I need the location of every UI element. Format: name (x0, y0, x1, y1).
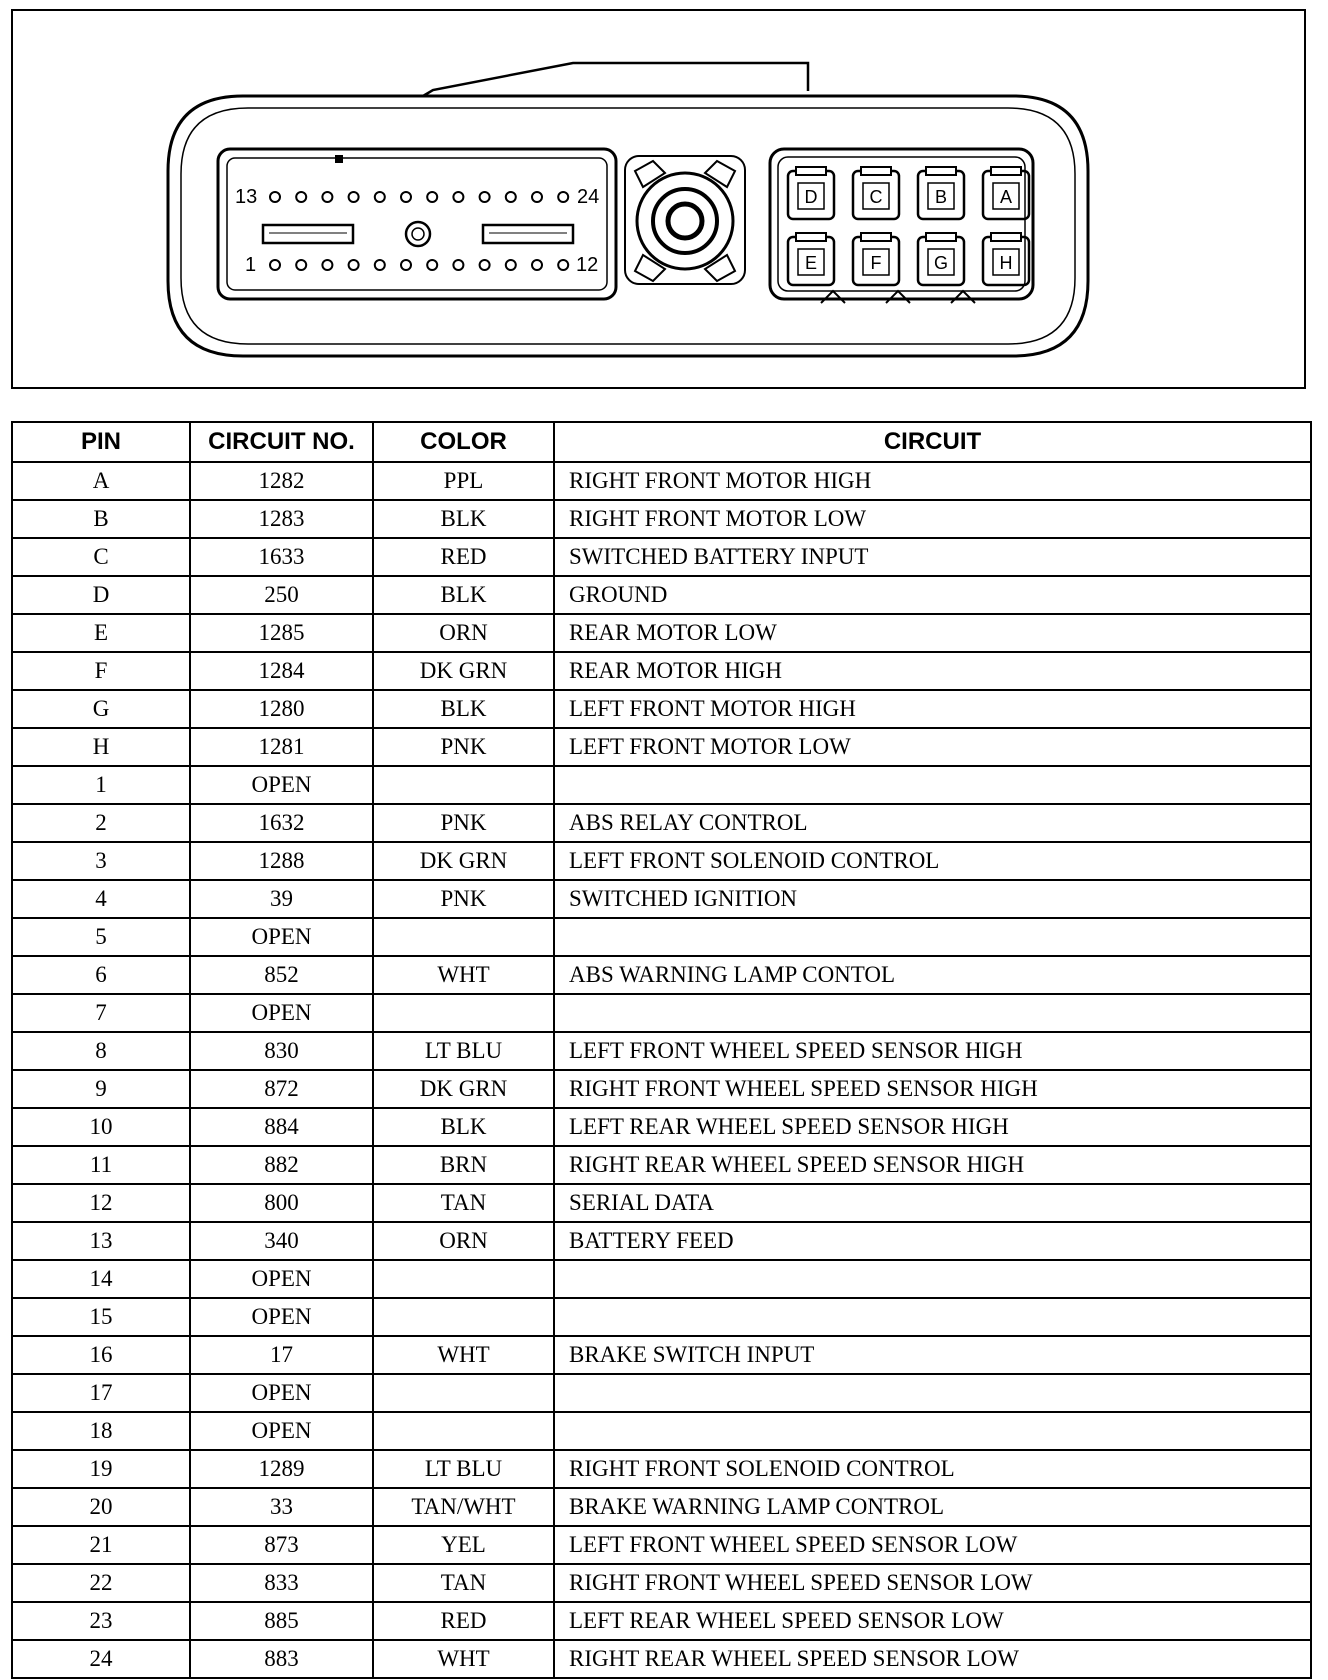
table-row (12, 728, 1311, 766)
pin-cell: 3 (12, 842, 190, 880)
cavity-g (918, 233, 964, 285)
circuit-no-cell: 1288 (190, 842, 373, 880)
color-cell: WHT (373, 1640, 554, 1678)
pin-cell: 20 (12, 1488, 190, 1526)
table-row (12, 690, 1311, 728)
jack-middle-ring (653, 189, 717, 253)
header-pin: PIN (12, 422, 190, 462)
color-cell: ORN (373, 614, 554, 652)
circuit-cell: LEFT REAR WHEEL SPEED SENSOR HIGH (554, 1108, 1311, 1146)
table-body (12, 462, 1311, 1678)
table-row (12, 652, 1311, 690)
locking-tab (423, 63, 808, 96)
connector-diagram-frame (11, 9, 1306, 389)
table-header-row (12, 422, 1311, 462)
pin-hole-19 (427, 192, 437, 202)
table-row (12, 1374, 1311, 1412)
color-cell (373, 766, 554, 804)
pin-cell: H (12, 728, 190, 766)
pin-row-bottom (270, 260, 568, 270)
pin-hole-24 (558, 192, 568, 202)
circuit-cell: RIGHT FRONT SOLENOID CONTROL (554, 1450, 1311, 1488)
pin-cell: 11 (12, 1146, 190, 1184)
table-row (12, 1412, 1311, 1450)
pin-hole-7 (427, 260, 437, 270)
pin-hole-11 (532, 260, 542, 270)
color-cell: ORN (373, 1222, 554, 1260)
color-cell: PNK (373, 728, 554, 766)
table-row (12, 1526, 1311, 1564)
table-row (12, 956, 1311, 994)
pin-hole-15 (322, 192, 332, 202)
circuit-no-cell: 1633 (190, 538, 373, 576)
pin-cell: 2 (12, 804, 190, 842)
table-row (12, 614, 1311, 652)
color-cell: BLK (373, 500, 554, 538)
pin-cell: 18 (12, 1412, 190, 1450)
table-row (12, 462, 1311, 500)
cavity-label-h: H (999, 253, 1013, 273)
polarizing-notch-1 (821, 291, 845, 303)
table-row (12, 1032, 1311, 1070)
pin-cell: A (12, 462, 190, 500)
circuit-no-cell: 39 (190, 880, 373, 918)
table-row (12, 500, 1311, 538)
pin-table (11, 421, 1312, 1679)
pin-label-24: 24 (577, 186, 600, 208)
circuit-cell: BRAKE WARNING LAMP CONTROL (554, 1488, 1311, 1526)
pin-cell: 10 (12, 1108, 190, 1146)
circuit-no-cell: OPEN (190, 766, 373, 804)
pin-cell: 9 (12, 1070, 190, 1108)
pin-hole-14 (296, 192, 306, 202)
pin-label-13: 13 (235, 186, 258, 208)
circuit-no-cell: OPEN (190, 1298, 373, 1336)
circuit-no-cell: OPEN (190, 1374, 373, 1412)
cavity-c (853, 167, 899, 219)
circuit-no-cell: 1284 (190, 652, 373, 690)
table-row (12, 1488, 1311, 1526)
circuit-cell: LEFT FRONT SOLENOID CONTROL (554, 842, 1311, 880)
pin-hole-9 (480, 260, 490, 270)
cavity-label-b: B (934, 187, 948, 207)
table-row (12, 538, 1311, 576)
circuit-cell: LEFT FRONT WHEEL SPEED SENSOR LOW (554, 1526, 1311, 1564)
color-cell: TAN (373, 1184, 554, 1222)
color-cell: TAN/WHT (373, 1488, 554, 1526)
circuit-cell (554, 1260, 1311, 1298)
jack-corner-tr (705, 161, 735, 187)
cavity-d (788, 167, 834, 219)
pin-cell: B (12, 500, 190, 538)
pin-hole-12 (558, 260, 568, 270)
circuit-cell: REAR MOTOR LOW (554, 614, 1311, 652)
circuit-no-cell: OPEN (190, 918, 373, 956)
circuit-cell: RIGHT FRONT MOTOR LOW (554, 500, 1311, 538)
pin-cell: 8 (12, 1032, 190, 1070)
pin-hole-5 (375, 260, 385, 270)
table-row (12, 1260, 1311, 1298)
pin-hole-6 (401, 260, 411, 270)
pin-hole-8 (453, 260, 463, 270)
color-cell: WHT (373, 956, 554, 994)
table-row (12, 842, 1311, 880)
table-row (12, 880, 1311, 918)
cavity-f (853, 233, 899, 285)
table-row (12, 1108, 1311, 1146)
circuit-no-cell: 1280 (190, 690, 373, 728)
circuit-cell (554, 766, 1311, 804)
pin-hole-17 (375, 192, 385, 202)
slot-right (483, 225, 573, 243)
circuit-no-cell: OPEN (190, 1260, 373, 1298)
circuit-cell: RIGHT REAR WHEEL SPEED SENSOR HIGH (554, 1146, 1311, 1184)
pin-cell: 6 (12, 956, 190, 994)
color-cell: YEL (373, 1526, 554, 1564)
table-row (12, 1564, 1311, 1602)
pin-cell: D (12, 576, 190, 614)
polarizing-notch-3 (951, 291, 975, 303)
color-cell: PNK (373, 880, 554, 918)
circuit-cell: RIGHT FRONT MOTOR HIGH (554, 462, 1311, 500)
table-row (12, 1070, 1311, 1108)
center-post (406, 222, 430, 246)
cavity-label-f: F (870, 253, 882, 273)
circuit-cell: GROUND (554, 576, 1311, 614)
pin-hole-22 (506, 192, 516, 202)
table-row (12, 1184, 1311, 1222)
jack-corner-tl (635, 161, 665, 187)
circuit-no-cell: 883 (190, 1640, 373, 1678)
color-cell (373, 1412, 554, 1450)
circuit-no-cell: 873 (190, 1526, 373, 1564)
jack-frame (625, 156, 745, 284)
polarizing-notch-2 (886, 291, 910, 303)
pin-block-key-notch (335, 155, 343, 163)
color-cell (373, 1374, 554, 1412)
pin-hole-18 (401, 192, 411, 202)
header-color: COLOR (373, 422, 554, 462)
table-row (12, 1602, 1311, 1640)
circuit-cell: SWITCHED IGNITION (554, 880, 1311, 918)
header-circuit: CIRCUIT (554, 422, 1311, 462)
circuit-no-cell: 1285 (190, 614, 373, 652)
table-row (12, 1146, 1311, 1184)
table-row (12, 1450, 1311, 1488)
circuit-cell: SERIAL DATA (554, 1184, 1311, 1222)
table-row (12, 994, 1311, 1032)
jack-corner-br (705, 255, 735, 281)
pin-cell: 15 (12, 1298, 190, 1336)
table-row (12, 1336, 1311, 1374)
pin-cell: 16 (12, 1336, 190, 1374)
circuit-cell: RIGHT FRONT WHEEL SPEED SENSOR HIGH (554, 1070, 1311, 1108)
color-cell (373, 1260, 554, 1298)
circuit-cell: REAR MOTOR HIGH (554, 652, 1311, 690)
color-cell: WHT (373, 1336, 554, 1374)
header-circuit-no: CIRCUIT NO. (190, 422, 373, 462)
circuit-cell: SWITCHED BATTERY INPUT (554, 538, 1311, 576)
circuit-no-cell: OPEN (190, 1412, 373, 1450)
circuit-cell (554, 1298, 1311, 1336)
cavity-label-g: G (933, 253, 949, 273)
circuit-cell (554, 994, 1311, 1032)
circuit-no-cell: 1632 (190, 804, 373, 842)
color-cell: RED (373, 538, 554, 576)
circuit-no-cell: 33 (190, 1488, 373, 1526)
circuit-no-cell: 830 (190, 1032, 373, 1070)
color-cell (373, 1298, 554, 1336)
circuit-cell: BATTERY FEED (554, 1222, 1311, 1260)
circuit-no-cell: 1282 (190, 462, 373, 500)
circuit-no-cell: OPEN (190, 994, 373, 1032)
pin-cell: 21 (12, 1526, 190, 1564)
color-cell: DK GRN (373, 1070, 554, 1108)
circuit-no-cell: 884 (190, 1108, 373, 1146)
cavity-e (788, 233, 834, 285)
circuit-cell (554, 918, 1311, 956)
circuit-cell: RIGHT REAR WHEEL SPEED SENSOR LOW (554, 1640, 1311, 1678)
connector-diagram (13, 11, 1304, 387)
circuit-cell: LEFT FRONT MOTOR HIGH (554, 690, 1311, 728)
color-cell: TAN (373, 1564, 554, 1602)
circuit-no-cell: 882 (190, 1146, 373, 1184)
pin-cell: 22 (12, 1564, 190, 1602)
pin-label-12: 12 (576, 254, 599, 276)
pin-hole-23 (532, 192, 542, 202)
pin-cell: 17 (12, 1374, 190, 1412)
cavity-b (918, 167, 964, 219)
pin-cell: F (12, 652, 190, 690)
circuit-no-cell: 852 (190, 956, 373, 994)
pin-hole-10 (506, 260, 516, 270)
circuit-no-cell: 250 (190, 576, 373, 614)
circuit-cell: LEFT REAR WHEEL SPEED SENSOR LOW (554, 1602, 1311, 1640)
jack-inner-ring (668, 204, 702, 238)
color-cell: PPL (373, 462, 554, 500)
color-cell (373, 918, 554, 956)
circuit-no-cell: 17 (190, 1336, 373, 1374)
circuit-cell: RIGHT FRONT WHEEL SPEED SENSOR LOW (554, 1564, 1311, 1602)
circuit-cell: LEFT FRONT MOTOR LOW (554, 728, 1311, 766)
table-row (12, 766, 1311, 804)
pin-label-1: 1 (245, 254, 257, 276)
pin-hole-16 (349, 192, 359, 202)
pin-cell: 1 (12, 766, 190, 804)
cavity-h (983, 233, 1029, 285)
pin-cell: 4 (12, 880, 190, 918)
color-cell: LT BLU (373, 1032, 554, 1070)
color-cell: PNK (373, 804, 554, 842)
color-cell (373, 994, 554, 1032)
circuit-no-cell: 1281 (190, 728, 373, 766)
pin-cell: G (12, 690, 190, 728)
table-row (12, 1298, 1311, 1336)
table-row (12, 804, 1311, 842)
pin-cell: 14 (12, 1260, 190, 1298)
circuit-no-cell: 340 (190, 1222, 373, 1260)
circuit-cell: ABS WARNING LAMP CONTOL (554, 956, 1311, 994)
circuit-no-cell: 872 (190, 1070, 373, 1108)
cavity-label-c: C (869, 187, 883, 207)
circuit-cell (554, 1412, 1311, 1450)
circuit-cell: ABS RELAY CONTROL (554, 804, 1311, 842)
circuit-no-cell: 833 (190, 1564, 373, 1602)
pin-cell: E (12, 614, 190, 652)
pin-hole-3 (322, 260, 332, 270)
circuit-no-cell: 1289 (190, 1450, 373, 1488)
pin-cell: 7 (12, 994, 190, 1032)
cavity-a (983, 167, 1029, 219)
circuit-cell (554, 1374, 1311, 1412)
table-row (12, 576, 1311, 614)
color-cell: DK GRN (373, 652, 554, 690)
circuit-cell: LEFT FRONT WHEEL SPEED SENSOR HIGH (554, 1032, 1311, 1070)
pin-cell: 13 (12, 1222, 190, 1260)
pin-cell: 23 (12, 1602, 190, 1640)
table-row (12, 918, 1311, 956)
color-cell: BLK (373, 1108, 554, 1146)
pin-cell: 5 (12, 918, 190, 956)
pin-cell: 12 (12, 1184, 190, 1222)
cavity-label-d: D (804, 187, 818, 207)
pin-row-top (270, 192, 568, 202)
table-row (12, 1640, 1311, 1678)
pin-hole-20 (453, 192, 463, 202)
circuit-no-cell: 800 (190, 1184, 373, 1222)
pin-hole-4 (349, 260, 359, 270)
slot-left (263, 225, 353, 243)
pin-hole-1 (270, 260, 280, 270)
pin-hole-2 (296, 260, 306, 270)
pin-cell: 24 (12, 1640, 190, 1678)
color-cell: DK GRN (373, 842, 554, 880)
circuit-cell: BRAKE SWITCH INPUT (554, 1336, 1311, 1374)
color-cell: BLK (373, 576, 554, 614)
cavity-grid (788, 167, 1029, 285)
cavity-label-e: E (804, 253, 818, 273)
color-cell: BLK (373, 690, 554, 728)
pin-hole-21 (480, 192, 490, 202)
cavity-label-a: A (999, 187, 1013, 207)
circuit-no-cell: 1283 (190, 500, 373, 538)
pin-cell: 19 (12, 1450, 190, 1488)
color-cell: BRN (373, 1146, 554, 1184)
pin-cell: C (12, 538, 190, 576)
jack-corner-bl (635, 255, 665, 281)
circuit-no-cell: 885 (190, 1602, 373, 1640)
color-cell: LT BLU (373, 1450, 554, 1488)
color-cell: RED (373, 1602, 554, 1640)
table-row (12, 1222, 1311, 1260)
pin-hole-13 (270, 192, 280, 202)
